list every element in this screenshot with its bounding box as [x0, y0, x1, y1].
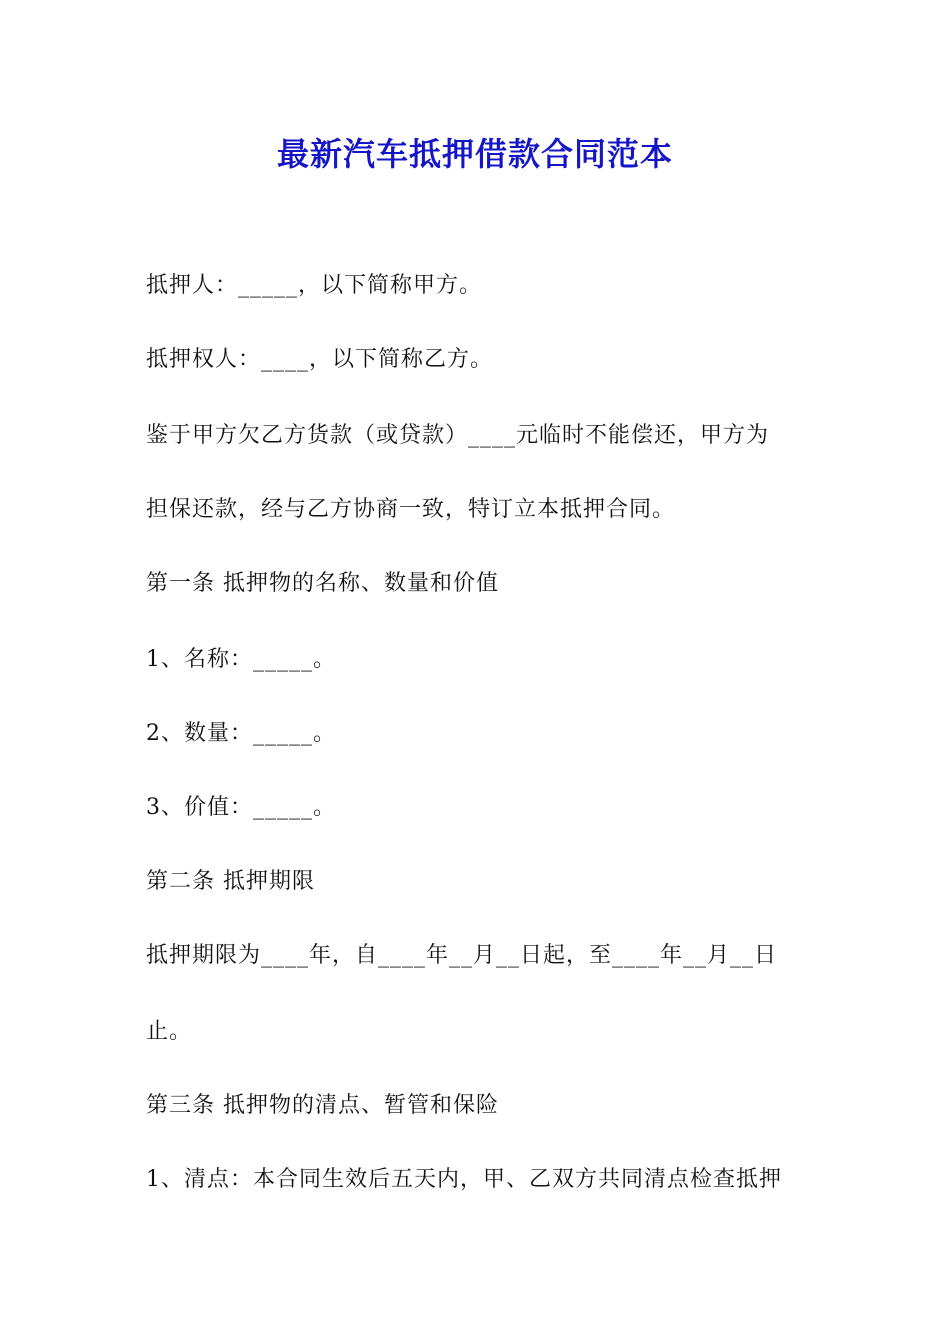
document-title: 最新汽车抵押借款合同范本	[276, 135, 673, 173]
article-3-heading: 第三条 抵押物的清点、暂管和保险	[146, 1093, 499, 1118]
term-line-2: 止。	[146, 1019, 193, 1044]
preamble-line-2: 担保还款，经与乙方协商一致，特订立本抵押合同。	[146, 497, 676, 522]
pledgee-line: 抵押权人：____，以下简称乙方。	[146, 347, 494, 372]
article-2-heading: 第二条 抵押期限	[146, 869, 315, 894]
inventory-line: 1、清点：本合同生效后五天内，甲、乙双方共同清点检查抵押	[146, 1167, 782, 1192]
preamble-line-1: 鉴于甲方欠乙方货款（或贷款）____元临时不能偿还，甲方为	[146, 423, 770, 448]
item-value-line: 3、价值：_____。	[146, 795, 336, 820]
item-quantity-line: 2、数量：_____。	[146, 721, 336, 746]
article-1-heading: 第一条 抵押物的名称、数量和价值	[146, 571, 499, 596]
item-name-line: 1、名称：_____。	[146, 647, 336, 672]
pledgor-line: 抵押人：_____，以下简称甲方。	[146, 273, 483, 298]
term-line-1: 抵押期限为____年，自____年__月__日起，至____年__月__日	[146, 943, 778, 968]
